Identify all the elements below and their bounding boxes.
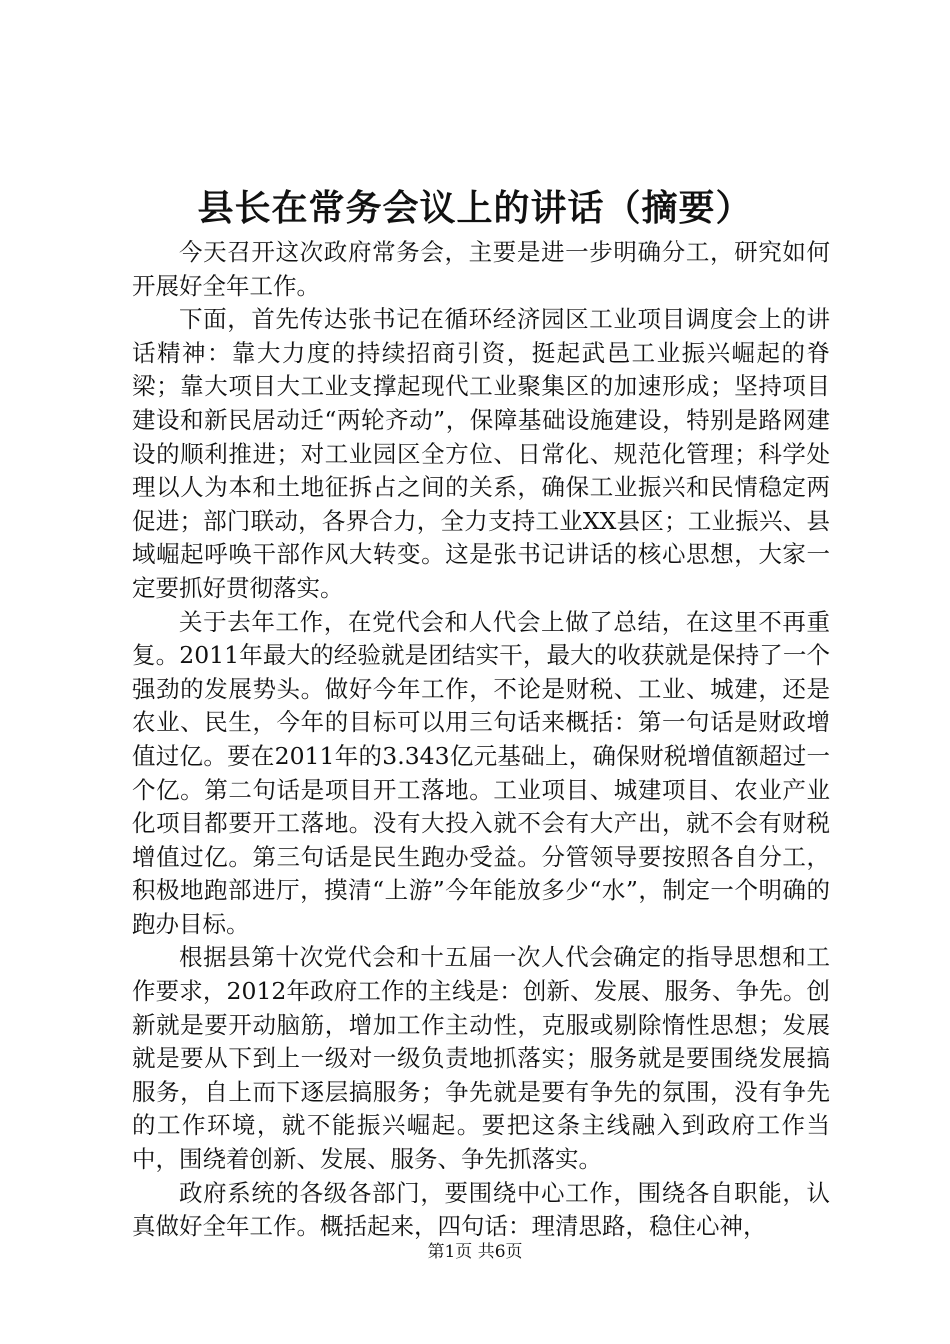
paragraph-5: 政府系统的各级各部门，要围绕中心工作，围绕各自职能，认真做好全年工作。概括起来，四句话：理清思路，稳住心神， xyxy=(132,1178,830,1241)
paragraph-3: 关于去年工作，在党代会和人代会上做了总结，在这里不再重复。2011年最大的经验就是团结实干，最大的收获就是保持了一个强劲的发展势头。做好今年工作，不论是财税、工业、城建，还是农业、民生，今年的目标可以用三句话来概括：第一句话是财政增值过亿。要在2011年的3.343亿元基础上，确保财税增值额超过一个亿。第二句话是项目开工落地。工业项目、城建项目、农业产业化项目都要开工落地。没有大投入就不会有大产出，就不会有财税增值过亿。第三句话是民生跑办受益。分管领导要按照各自分工，积极地跑部进厅，摸清“上游”今年能放多少“水”，制定一个明确的跑办目标。 xyxy=(132,607,830,938)
paragraph-4: 根据县第十次党代会和十五届一次人代会确定的指导思想和工作要求，2012年政府工作的主线是：创新、发展、服务、争先。创新就是要开动脑筋，增加工作主动性，克服或剔除惰性思想；发展就是要从下到上一级对一级负责地抓落实；服务就是要围绕发展搞服务，自上而下逐层搞服务；争先就是要有争先的氛围，没有争先的工作环境，就不能振兴崛起。要把这条主线融入到政府工作当中，围绕着创新、发展、服务、争先抓落实。 xyxy=(132,943,830,1174)
document-body xyxy=(132,236,830,1244)
document-title: 县长在常务会议上的讲话（摘要） xyxy=(197,187,753,229)
page-footer: 第1页 共6页 xyxy=(427,1242,523,1262)
paragraph-2: 下面，首先传达张书记在循环经济园区工业项目调度会上的讲话精神：靠大力度的持续招商引资，挺起武邑工业振兴崛起的脊梁；靠大项目大工业支撑起现代工业聚集区的加速形成；坚持项目建设和新民居动迁“两轮齐动”，保障基础设施建设，特别是路网建设的顺利推进；对工业园区全方位、日常化、规范化管理；科学处理以人为本和土地征拆占之间的关系，确保工业振兴和民情稳定两促进；部门联动，各界合力，全力支持工业XX县区；工业振兴、县域崛起呼唤干部作风大转变。这是张书记讲话的核心思想，大家一定要抓好贯彻落实。 xyxy=(132,305,830,602)
paragraph-1: 今天召开这次政府常务会，主要是进一步明确分工，研究如何开展好全年工作。 xyxy=(132,238,830,300)
